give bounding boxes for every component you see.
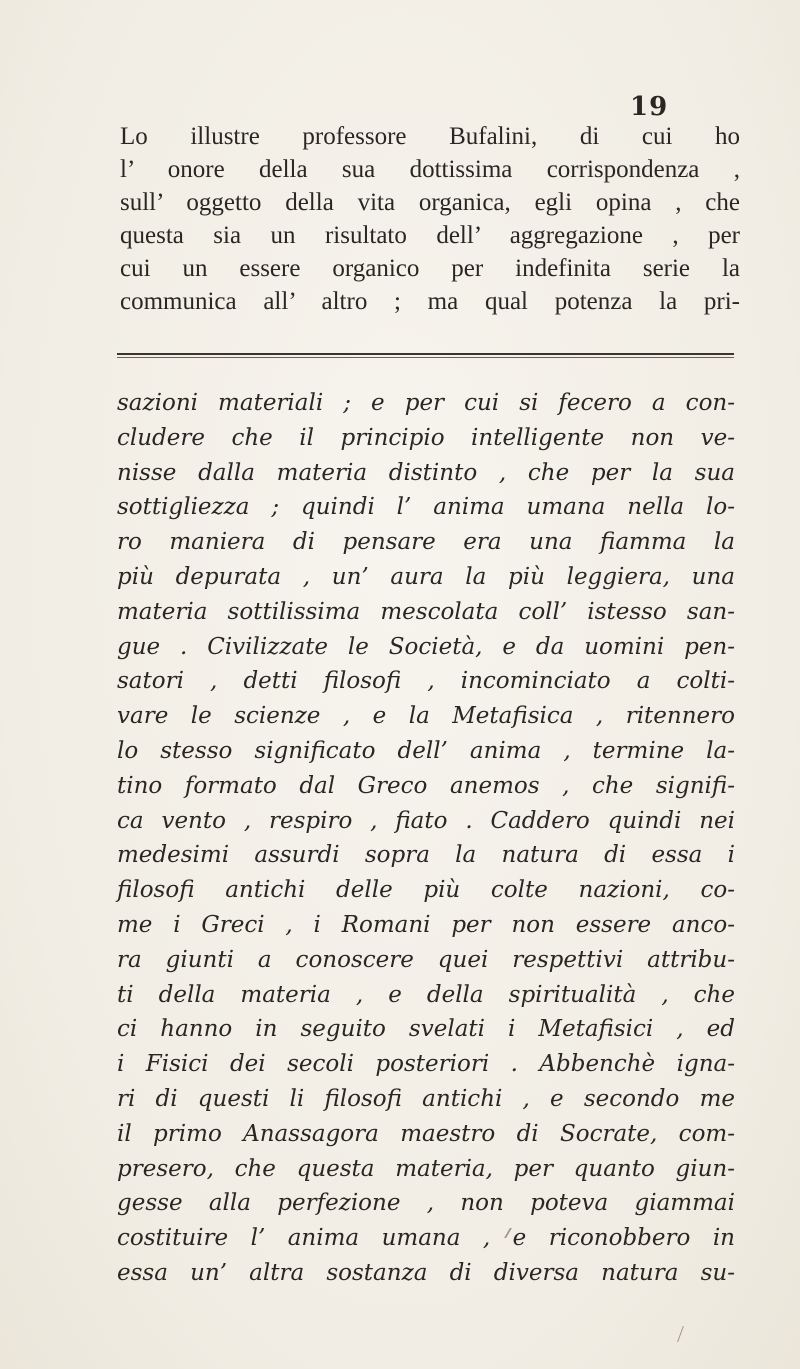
main-text-line: Lo illustre professore Bufalini, di cui ho — [120, 123, 740, 150]
footnote-line: ti della materia , e della spiritualità , che — [117, 981, 735, 1008]
footnote-separator-rule — [117, 353, 734, 355]
main-text-line: questa sia un risultato dell’ aggregazione , per — [120, 222, 740, 249]
footnote-line: più depurata , un’ aura la più leggiera, una — [117, 563, 735, 590]
footnote-line: ri di questi li filosofi antichi , e secondo me — [117, 1085, 735, 1112]
footnote-line: il primo Anassagora maestro di Socrate, com- — [117, 1120, 735, 1147]
footnote-line: presero, che questa materia, per quanto giun- — [117, 1155, 735, 1182]
main-text-line: l’ onore della sua dottissima corrispondenza , — [120, 156, 740, 183]
stray-ink-mark — [677, 1326, 686, 1342]
main-text-line: communica all’ altro ; ma qual potenza la pri- — [120, 288, 740, 315]
footnote-line: ca vento , respiro , fiato . Caddero quindi nei — [117, 807, 735, 834]
footnote-line: satori , detti filosofi , incominciato a colti- — [117, 668, 735, 695]
footnote-text-block — [117, 386, 735, 1291]
footnote-line: ra giunti a conoscere quei respettivi attribu- — [117, 946, 735, 973]
footnote-line: nisse dalla materia distinto , che per la sua — [117, 459, 735, 486]
footnote-line: tino formato dal Greco anemos , che signifi- — [117, 772, 735, 799]
footnote-line: i Fisici dei secoli posteriori . Abbenchè igna- — [117, 1051, 735, 1078]
footnote-line: ci hanno in seguito svelati i Metafisici , ed — [117, 1016, 735, 1043]
footnote-line: materia sottilissima mescolata coll’ istesso san- — [117, 598, 735, 625]
footnote-line: ro maniera di pensare era una fiamma la — [117, 529, 735, 556]
footnote-line: costituire l’ anima umana , e riconobbero in — [117, 1225, 735, 1252]
footnote-line: filosofi antichi delle più colte nazioni, co- — [117, 877, 735, 904]
footnote-line: gue . Civilizzate le Società, e da uomini pen- — [117, 633, 735, 660]
main-text-line: sull’ oggetto della vita organica, egli opina , che — [120, 189, 740, 216]
main-text-line: cui un essere organico per indefinita serie la — [120, 255, 740, 282]
footnote-line: essa un’ altra sostanza di diversa natura su- — [117, 1259, 735, 1286]
footnote-line: cludere che il principio intelligente non ve- — [117, 424, 735, 451]
footnote-line: vare le scienze , e la Metafisica , ritennero — [117, 703, 735, 730]
page-number: 19 — [630, 92, 669, 122]
footnote-line: lo stesso significato dell’ anima , termine la- — [117, 737, 735, 764]
footnote-line: me i Greci , i Romani per non essere anco- — [117, 911, 735, 938]
footnote-line: sazioni materiali ; e per cui si fecero a con- — [117, 390, 735, 416]
main-text-block — [120, 120, 740, 318]
footnote-line: medesimi assurdi sopra la natura di essa i — [117, 842, 735, 869]
footnote-line: sottigliezza ; quindi l’ anima umana nella lo- — [117, 494, 735, 521]
footnote-line: gesse alla perfezione , non poteva giammai — [117, 1190, 735, 1217]
